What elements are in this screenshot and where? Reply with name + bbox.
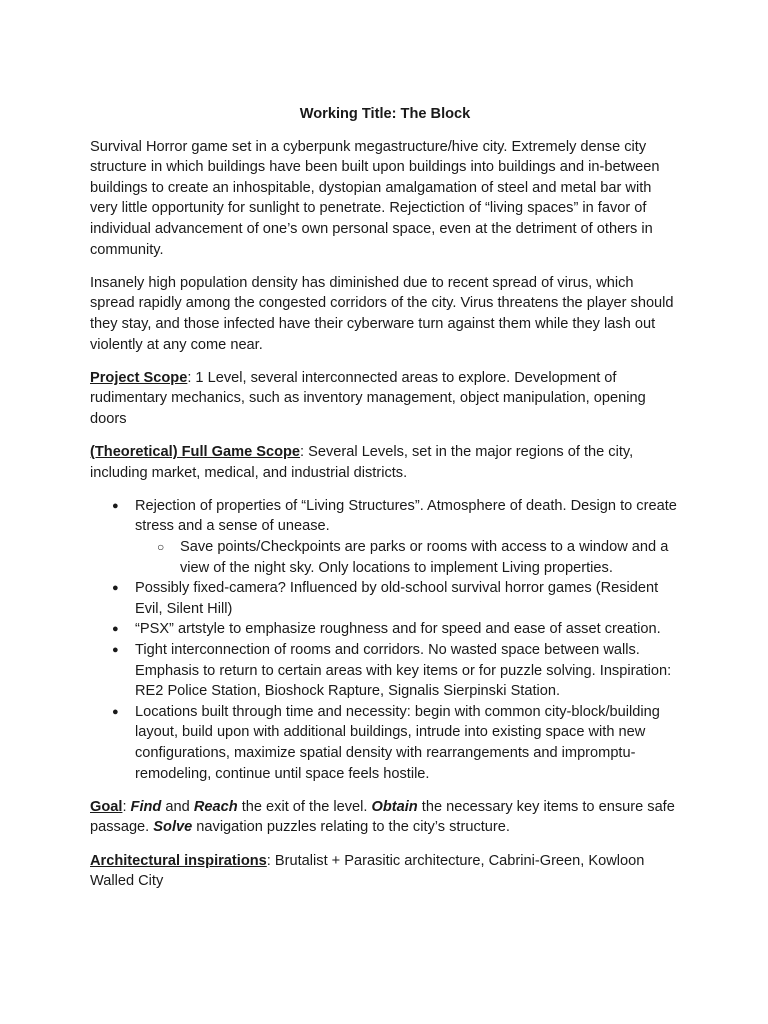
list-item — [90, 496, 680, 578]
bullet-icon: ● — [112, 644, 119, 657]
list-item — [90, 578, 680, 619]
architecture-label: Architectural inspirations — [90, 852, 267, 869]
project-scope-paragraph — [90, 368, 680, 430]
project-scope-label: Project Scope — [90, 369, 188, 386]
list-item — [90, 640, 680, 702]
list-item — [90, 702, 680, 784]
bullet-icon: ● — [112, 705, 119, 718]
project-scope-text: : 1 Level, several interconnected areas to explore. Development of rudimentary mechanics, such as inventory management, object manipulation, opening doors — [90, 369, 646, 427]
list-item-text: Tight interconnection of rooms and corridors. No wasted space between walls. Emphasis to return to certain areas with key items or for puzzle solving. Inspiration: RE2 Police Station, Bioshock Rapture, Signalis Sierpinski Station. — [135, 642, 672, 700]
goal-find: Find — [130, 798, 162, 815]
list-item-text: “PSX” artstyle to emphasize roughness and for speed and ease of asset creation. — [135, 621, 661, 638]
goal-label: Goal — [90, 798, 123, 815]
bullet-icon: ● — [112, 499, 119, 512]
goal-reach: Reach — [193, 798, 238, 815]
sub-bullet-icon: ○ — [157, 540, 165, 555]
goal-text-3: navigation puzzles relating to the city’s structure. — [192, 819, 510, 836]
goal-text-1: the exit of the level. — [237, 798, 372, 815]
feature-list — [90, 496, 680, 784]
full-scope-paragraph — [90, 442, 680, 483]
list-item — [90, 619, 680, 640]
goal-separator: : — [122, 798, 131, 815]
list-item-text: Locations built through time and necessity: begin with common city-block/building layout, build upon with additional buildings, intrude into existing space with new configurations, maximize spatial density with rearrangements and impromptu-remodeling, continue until space feels hostile. — [135, 703, 660, 782]
bullet-icon: ● — [112, 582, 119, 595]
goal-paragraph — [90, 797, 680, 838]
architecture-text: : Brutalist + Parasitic architecture, Cabrini-Green, Kowloon Walled City — [90, 852, 645, 890]
list-item-text: Rejection of properties of “Living Structures”. Atmosphere of death. Design to create stress and a sense of unease. — [135, 497, 677, 535]
goal-solve: Solve — [153, 819, 193, 836]
list-item-text: Possibly fixed-camera? Influenced by old-school survival horror games (Resident Evil, Silent Hill) — [135, 580, 659, 617]
bullet-icon: ● — [112, 623, 119, 636]
sub-list-item-text: Save points/Checkpoints are parks or rooms with access to a window and a view of the night sky. Only locations to implement Living properties. — [180, 539, 669, 576]
architecture-paragraph — [90, 851, 680, 892]
goal-obtain: Obtain — [371, 798, 418, 815]
virus-paragraph: Insanely high population density has diminished due to recent spread of virus, which spread rapidly among the congested corridors of the city. Virus threatens the player should they stay, and those infected have their cyberware turn against them while they lash out violently at any come near. — [90, 274, 674, 353]
document-page — [90, 104, 680, 904]
sub-list — [135, 537, 680, 578]
document-title: Working Title: The Block — [299, 106, 471, 122]
intro-paragraph: Survival Horror game set in a cyberpunk megastructure/hive city. Extremely dense city structure in which buildings have been built upon buildings into buildings and in-between buildings to create an inhospitable, dystopian amalgamation of steel and metal bar with very little opportunity for sunlight to penetrate. Rejectiction of “living spaces” in favor of individual advancement of one’s own personal space, even at the detriment of others in community. — [90, 138, 660, 258]
sub-list-item — [135, 537, 680, 578]
goal-and: and — [161, 798, 194, 815]
full-scope-label: (Theoretical) Full Game Scope — [90, 444, 301, 461]
full-scope-text: : Several Levels, set in the major regions of the city, including market, medical, and industrial districts. — [90, 444, 634, 481]
goal-text-2: the necessary key items to ensure safe passage. — [90, 798, 675, 836]
